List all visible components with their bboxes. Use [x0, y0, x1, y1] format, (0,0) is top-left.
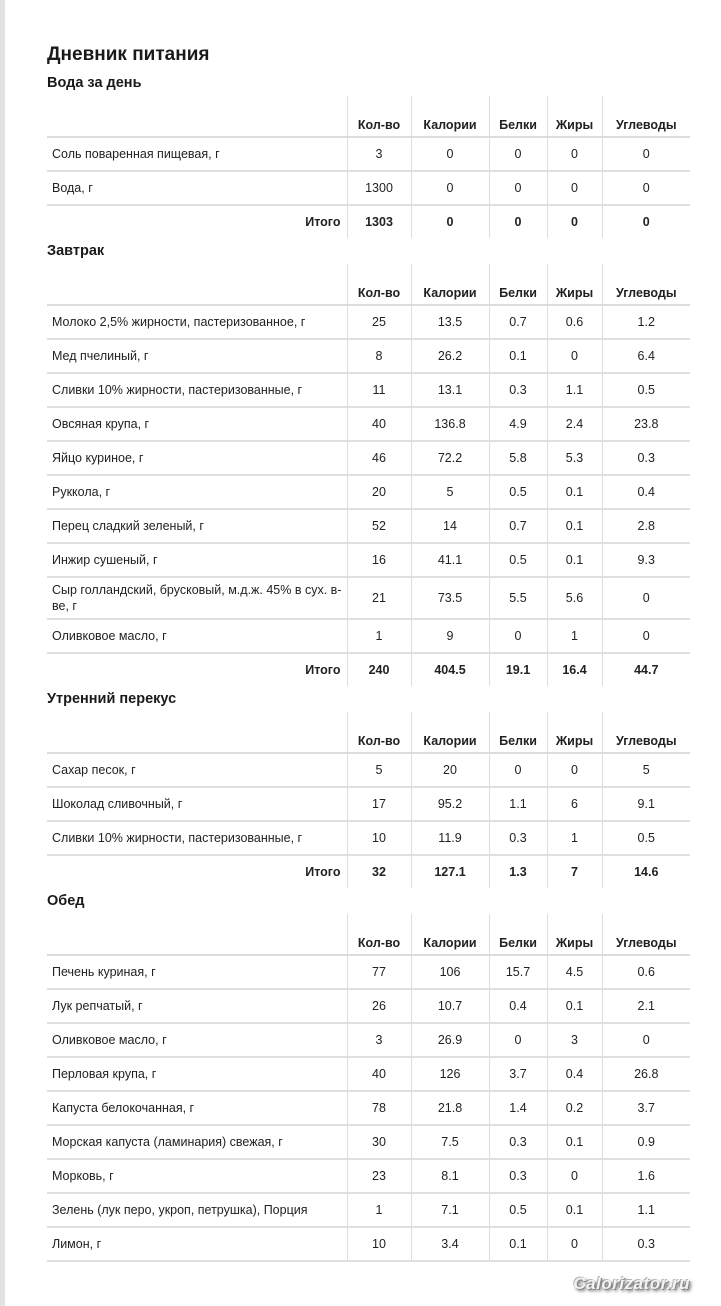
- meal-section-title: Завтрак: [47, 243, 105, 259]
- table-row: [47, 373, 690, 407]
- cell-protein: 0: [489, 137, 547, 171]
- cell-fat: 0.1: [547, 475, 602, 509]
- cell-carbs: 6.4: [602, 339, 690, 373]
- cell-calories: 41.1: [411, 543, 489, 577]
- cell-qty: 3: [347, 137, 411, 171]
- page-title: Дневник питания: [47, 44, 210, 65]
- cell-protein: 0: [489, 171, 547, 205]
- header-qty: Кол-во: [347, 96, 411, 137]
- cell-qty: 77: [347, 955, 411, 989]
- cell-calories: 3.4: [411, 1227, 489, 1261]
- cell-protein: 0: [489, 753, 547, 787]
- table-row: [47, 137, 690, 171]
- total-qty: 1303: [347, 205, 411, 238]
- cell-protein: 5.8: [489, 441, 547, 475]
- meal-section-title: Вода за день: [47, 75, 142, 91]
- cell-calories: 26.2: [411, 339, 489, 373]
- cell-qty: 40: [347, 1057, 411, 1091]
- cell-protein: 0: [489, 1023, 547, 1057]
- cell-protein: 0.3: [489, 821, 547, 855]
- product-name: Сыр голландский, брусковый, м.д.ж. 45% в сух. в-ве, г: [47, 577, 347, 619]
- total-protein: 1.3: [489, 855, 547, 888]
- total-protein: 0: [489, 205, 547, 238]
- header-product: [47, 264, 347, 305]
- cell-fat: 0: [547, 137, 602, 171]
- cell-carbs: 23.8: [602, 407, 690, 441]
- header-product: [47, 914, 347, 955]
- cell-qty: 46: [347, 441, 411, 475]
- cell-calories: 126: [411, 1057, 489, 1091]
- cell-protein: 0.1: [489, 339, 547, 373]
- meal-section: [47, 888, 690, 1262]
- cell-fat: 4.5: [547, 955, 602, 989]
- header-protein: Белки: [489, 712, 547, 753]
- meal-section: [47, 686, 690, 888]
- total-protein: 19.1: [489, 653, 547, 686]
- left-edge-strip: [0, 0, 5, 1306]
- cell-qty: 1: [347, 1193, 411, 1227]
- product-name: Лук репчатый, г: [47, 989, 347, 1023]
- table-row: [47, 1057, 690, 1091]
- table-row: [47, 305, 690, 339]
- cell-protein: 0.1: [489, 1227, 547, 1261]
- product-name: Руккола, г: [47, 475, 347, 509]
- cell-fat: 3: [547, 1023, 602, 1057]
- cell-calories: 8.1: [411, 1159, 489, 1193]
- cell-calories: 73.5: [411, 577, 489, 619]
- cell-qty: 21: [347, 577, 411, 619]
- table-row: [47, 1159, 690, 1193]
- table-row: [47, 509, 690, 543]
- watermark-area: [47, 1262, 690, 1306]
- meal-table: [47, 914, 690, 1262]
- cell-protein: 1.1: [489, 787, 547, 821]
- cell-fat: 0: [547, 171, 602, 205]
- product-name: Перловая крупа, г: [47, 1057, 347, 1091]
- table-row: [47, 407, 690, 441]
- header-qty: Кол-во: [347, 264, 411, 305]
- product-name: Яйцо куриное, г: [47, 441, 347, 475]
- table-row: [47, 339, 690, 373]
- total-qty: 32: [347, 855, 411, 888]
- cell-carbs: 9.1: [602, 787, 690, 821]
- cell-carbs: 0: [602, 1023, 690, 1057]
- cell-qty: 8: [347, 339, 411, 373]
- cell-qty: 52: [347, 509, 411, 543]
- total-calories: 0: [411, 205, 489, 238]
- product-name: Молоко 2,5% жирности, пастеризованное, г: [47, 305, 347, 339]
- food-diary-page: [47, 0, 690, 1262]
- meal-section: [47, 70, 690, 238]
- diary-sections: [47, 70, 690, 1262]
- cell-calories: 13.1: [411, 373, 489, 407]
- cell-qty: 20: [347, 475, 411, 509]
- cell-calories: 13.5: [411, 305, 489, 339]
- cell-fat: 6: [547, 787, 602, 821]
- cell-qty: 3: [347, 1023, 411, 1057]
- header-carbs: Углеводы: [602, 914, 690, 955]
- cell-fat: 0: [547, 1159, 602, 1193]
- cell-fat: 1: [547, 821, 602, 855]
- header-carbs: Углеводы: [602, 264, 690, 305]
- table-header-row: [47, 96, 690, 137]
- cell-protein: 3.7: [489, 1057, 547, 1091]
- cell-carbs: 0: [602, 137, 690, 171]
- cell-carbs: 9.3: [602, 543, 690, 577]
- cell-qty: 1: [347, 619, 411, 653]
- total-label: Итого: [305, 663, 341, 677]
- meal-section: [47, 238, 690, 686]
- cell-fat: 0.1: [547, 509, 602, 543]
- header-fat: Жиры: [547, 712, 602, 753]
- product-name: Сахар песок, г: [47, 753, 347, 787]
- cell-protein: 0.5: [489, 1193, 547, 1227]
- product-name: Оливковое масло, г: [47, 619, 347, 653]
- cell-qty: 10: [347, 1227, 411, 1261]
- header-calories: Калории: [411, 914, 489, 955]
- product-name: Морская капуста (ламинария) свежая, г: [47, 1125, 347, 1159]
- cell-calories: 10.7: [411, 989, 489, 1023]
- total-row: [47, 653, 690, 686]
- total-fat: 0: [547, 205, 602, 238]
- cell-protein: 0.5: [489, 475, 547, 509]
- cell-calories: 21.8: [411, 1091, 489, 1125]
- cell-carbs: 3.7: [602, 1091, 690, 1125]
- cell-qty: 10: [347, 821, 411, 855]
- cell-carbs: 5: [602, 753, 690, 787]
- cell-calories: 7.5: [411, 1125, 489, 1159]
- cell-protein: 1.4: [489, 1091, 547, 1125]
- cell-calories: 20: [411, 753, 489, 787]
- cell-protein: 4.9: [489, 407, 547, 441]
- cell-qty: 11: [347, 373, 411, 407]
- cell-carbs: 1.1: [602, 1193, 690, 1227]
- cell-fat: 2.4: [547, 407, 602, 441]
- table-row: [47, 441, 690, 475]
- cell-calories: 136.8: [411, 407, 489, 441]
- cell-calories: 106: [411, 955, 489, 989]
- cell-protein: 0.3: [489, 373, 547, 407]
- product-name: Вода, г: [47, 171, 347, 205]
- cell-fat: 5.6: [547, 577, 602, 619]
- total-fat: 16.4: [547, 653, 602, 686]
- meal-table: [47, 712, 690, 888]
- total-fat: 7: [547, 855, 602, 888]
- product-name: Оливковое масло, г: [47, 1023, 347, 1057]
- table-row: [47, 1023, 690, 1057]
- cell-carbs: 0.5: [602, 373, 690, 407]
- cell-carbs: 0.6: [602, 955, 690, 989]
- table-row: [47, 753, 690, 787]
- cell-protein: 0.3: [489, 1159, 547, 1193]
- total-row: [47, 205, 690, 238]
- total-carbs: 14.6: [602, 855, 690, 888]
- table-row: [47, 821, 690, 855]
- total-row: [47, 855, 690, 888]
- cell-protein: 15.7: [489, 955, 547, 989]
- cell-carbs: 0.3: [602, 1227, 690, 1261]
- cell-fat: 0: [547, 339, 602, 373]
- cell-protein: 0.7: [489, 509, 547, 543]
- header-product: [47, 96, 347, 137]
- header-fat: Жиры: [547, 914, 602, 955]
- cell-qty: 26: [347, 989, 411, 1023]
- header-product: [47, 712, 347, 753]
- cell-fat: 0.2: [547, 1091, 602, 1125]
- cell-fat: 0.1: [547, 1125, 602, 1159]
- table-row: [47, 955, 690, 989]
- table-row: [47, 475, 690, 509]
- cell-carbs: 0: [602, 619, 690, 653]
- cell-fat: 5.3: [547, 441, 602, 475]
- header-qty: Кол-во: [347, 712, 411, 753]
- total-calories: 127.1: [411, 855, 489, 888]
- header-calories: Калории: [411, 264, 489, 305]
- cell-calories: 5: [411, 475, 489, 509]
- cell-fat: 0: [547, 753, 602, 787]
- cell-qty: 1300: [347, 171, 411, 205]
- header-qty: Кол-во: [347, 914, 411, 955]
- product-name: Лимон, г: [47, 1227, 347, 1261]
- table-row: [47, 989, 690, 1023]
- cell-qty: 78: [347, 1091, 411, 1125]
- table-row: [47, 1125, 690, 1159]
- cell-carbs: 2.8: [602, 509, 690, 543]
- table-row: [47, 577, 690, 619]
- header-carbs: Углеводы: [602, 96, 690, 137]
- cell-calories: 14: [411, 509, 489, 543]
- total-qty: 240: [347, 653, 411, 686]
- cell-carbs: 0: [602, 577, 690, 619]
- total-carbs: 44.7: [602, 653, 690, 686]
- product-name: Перец сладкий зеленый, г: [47, 509, 347, 543]
- product-name: Сливки 10% жирности, пастеризованные, г: [47, 373, 347, 407]
- cell-protein: 0.5: [489, 543, 547, 577]
- product-name: Инжир сушеный, г: [47, 543, 347, 577]
- product-name: Соль поваренная пищевая, г: [47, 137, 347, 171]
- product-name: Сливки 10% жирности, пастеризованные, г: [47, 821, 347, 855]
- meal-section-title: Утренний перекус: [47, 691, 177, 707]
- cell-carbs: 0: [602, 171, 690, 205]
- cell-qty: 30: [347, 1125, 411, 1159]
- table-row: [47, 1227, 690, 1261]
- cell-carbs: 0.3: [602, 441, 690, 475]
- meal-table: [47, 96, 690, 238]
- cell-fat: 0.4: [547, 1057, 602, 1091]
- cell-qty: 17: [347, 787, 411, 821]
- cell-protein: 0.4: [489, 989, 547, 1023]
- cell-calories: 7.1: [411, 1193, 489, 1227]
- cell-carbs: 0.4: [602, 475, 690, 509]
- cell-protein: 0.3: [489, 1125, 547, 1159]
- header-fat: Жиры: [547, 264, 602, 305]
- total-calories: 404.5: [411, 653, 489, 686]
- product-name: Шоколад сливочный, г: [47, 787, 347, 821]
- total-label: Итого: [305, 865, 341, 879]
- cell-calories: 26.9: [411, 1023, 489, 1057]
- cell-carbs: 0.9: [602, 1125, 690, 1159]
- table-row: [47, 1193, 690, 1227]
- table-header-row: [47, 712, 690, 753]
- cell-fat: 0.1: [547, 1193, 602, 1227]
- total-carbs: 0: [602, 205, 690, 238]
- cell-qty: 23: [347, 1159, 411, 1193]
- product-name: Морковь, г: [47, 1159, 347, 1193]
- cell-carbs: 26.8: [602, 1057, 690, 1091]
- meal-table: [47, 264, 690, 686]
- cell-calories: 11.9: [411, 821, 489, 855]
- product-name: Печень куриная, г: [47, 955, 347, 989]
- cell-calories: 0: [411, 171, 489, 205]
- cell-carbs: 1.2: [602, 305, 690, 339]
- header-carbs: Углеводы: [602, 712, 690, 753]
- cell-calories: 72.2: [411, 441, 489, 475]
- header-fat: Жиры: [547, 96, 602, 137]
- cell-fat: 0.1: [547, 543, 602, 577]
- cell-qty: 25: [347, 305, 411, 339]
- table-row: [47, 619, 690, 653]
- table-row: [47, 171, 690, 205]
- header-protein: Белки: [489, 96, 547, 137]
- watermark-logo: Calorizator.ru: [573, 1274, 690, 1293]
- cell-protein: 0: [489, 619, 547, 653]
- header-protein: Белки: [489, 914, 547, 955]
- total-label: Итого: [305, 215, 341, 229]
- cell-fat: 1: [547, 619, 602, 653]
- meal-section-title: Обед: [47, 893, 85, 909]
- cell-qty: 5: [347, 753, 411, 787]
- cell-calories: 0: [411, 137, 489, 171]
- product-name: Капуста белокочанная, г: [47, 1091, 347, 1125]
- cell-carbs: 0.5: [602, 821, 690, 855]
- cell-protein: 5.5: [489, 577, 547, 619]
- cell-calories: 9: [411, 619, 489, 653]
- cell-carbs: 2.1: [602, 989, 690, 1023]
- table-header-row: [47, 914, 690, 955]
- product-name: Мед пчелиный, г: [47, 339, 347, 373]
- header-calories: Калории: [411, 96, 489, 137]
- cell-protein: 0.7: [489, 305, 547, 339]
- product-name: Овсяная крупа, г: [47, 407, 347, 441]
- table-header-row: [47, 264, 690, 305]
- cell-fat: 0.6: [547, 305, 602, 339]
- cell-fat: 1.1: [547, 373, 602, 407]
- header-calories: Калории: [411, 712, 489, 753]
- cell-fat: 0: [547, 1227, 602, 1261]
- table-row: [47, 543, 690, 577]
- header-protein: Белки: [489, 264, 547, 305]
- table-row: [47, 787, 690, 821]
- cell-calories: 95.2: [411, 787, 489, 821]
- cell-qty: 40: [347, 407, 411, 441]
- cell-fat: 0.1: [547, 989, 602, 1023]
- cell-qty: 16: [347, 543, 411, 577]
- table-row: [47, 1091, 690, 1125]
- product-name: Зелень (лук перо, укроп, петрушка), Порция: [47, 1193, 347, 1227]
- cell-carbs: 1.6: [602, 1159, 690, 1193]
